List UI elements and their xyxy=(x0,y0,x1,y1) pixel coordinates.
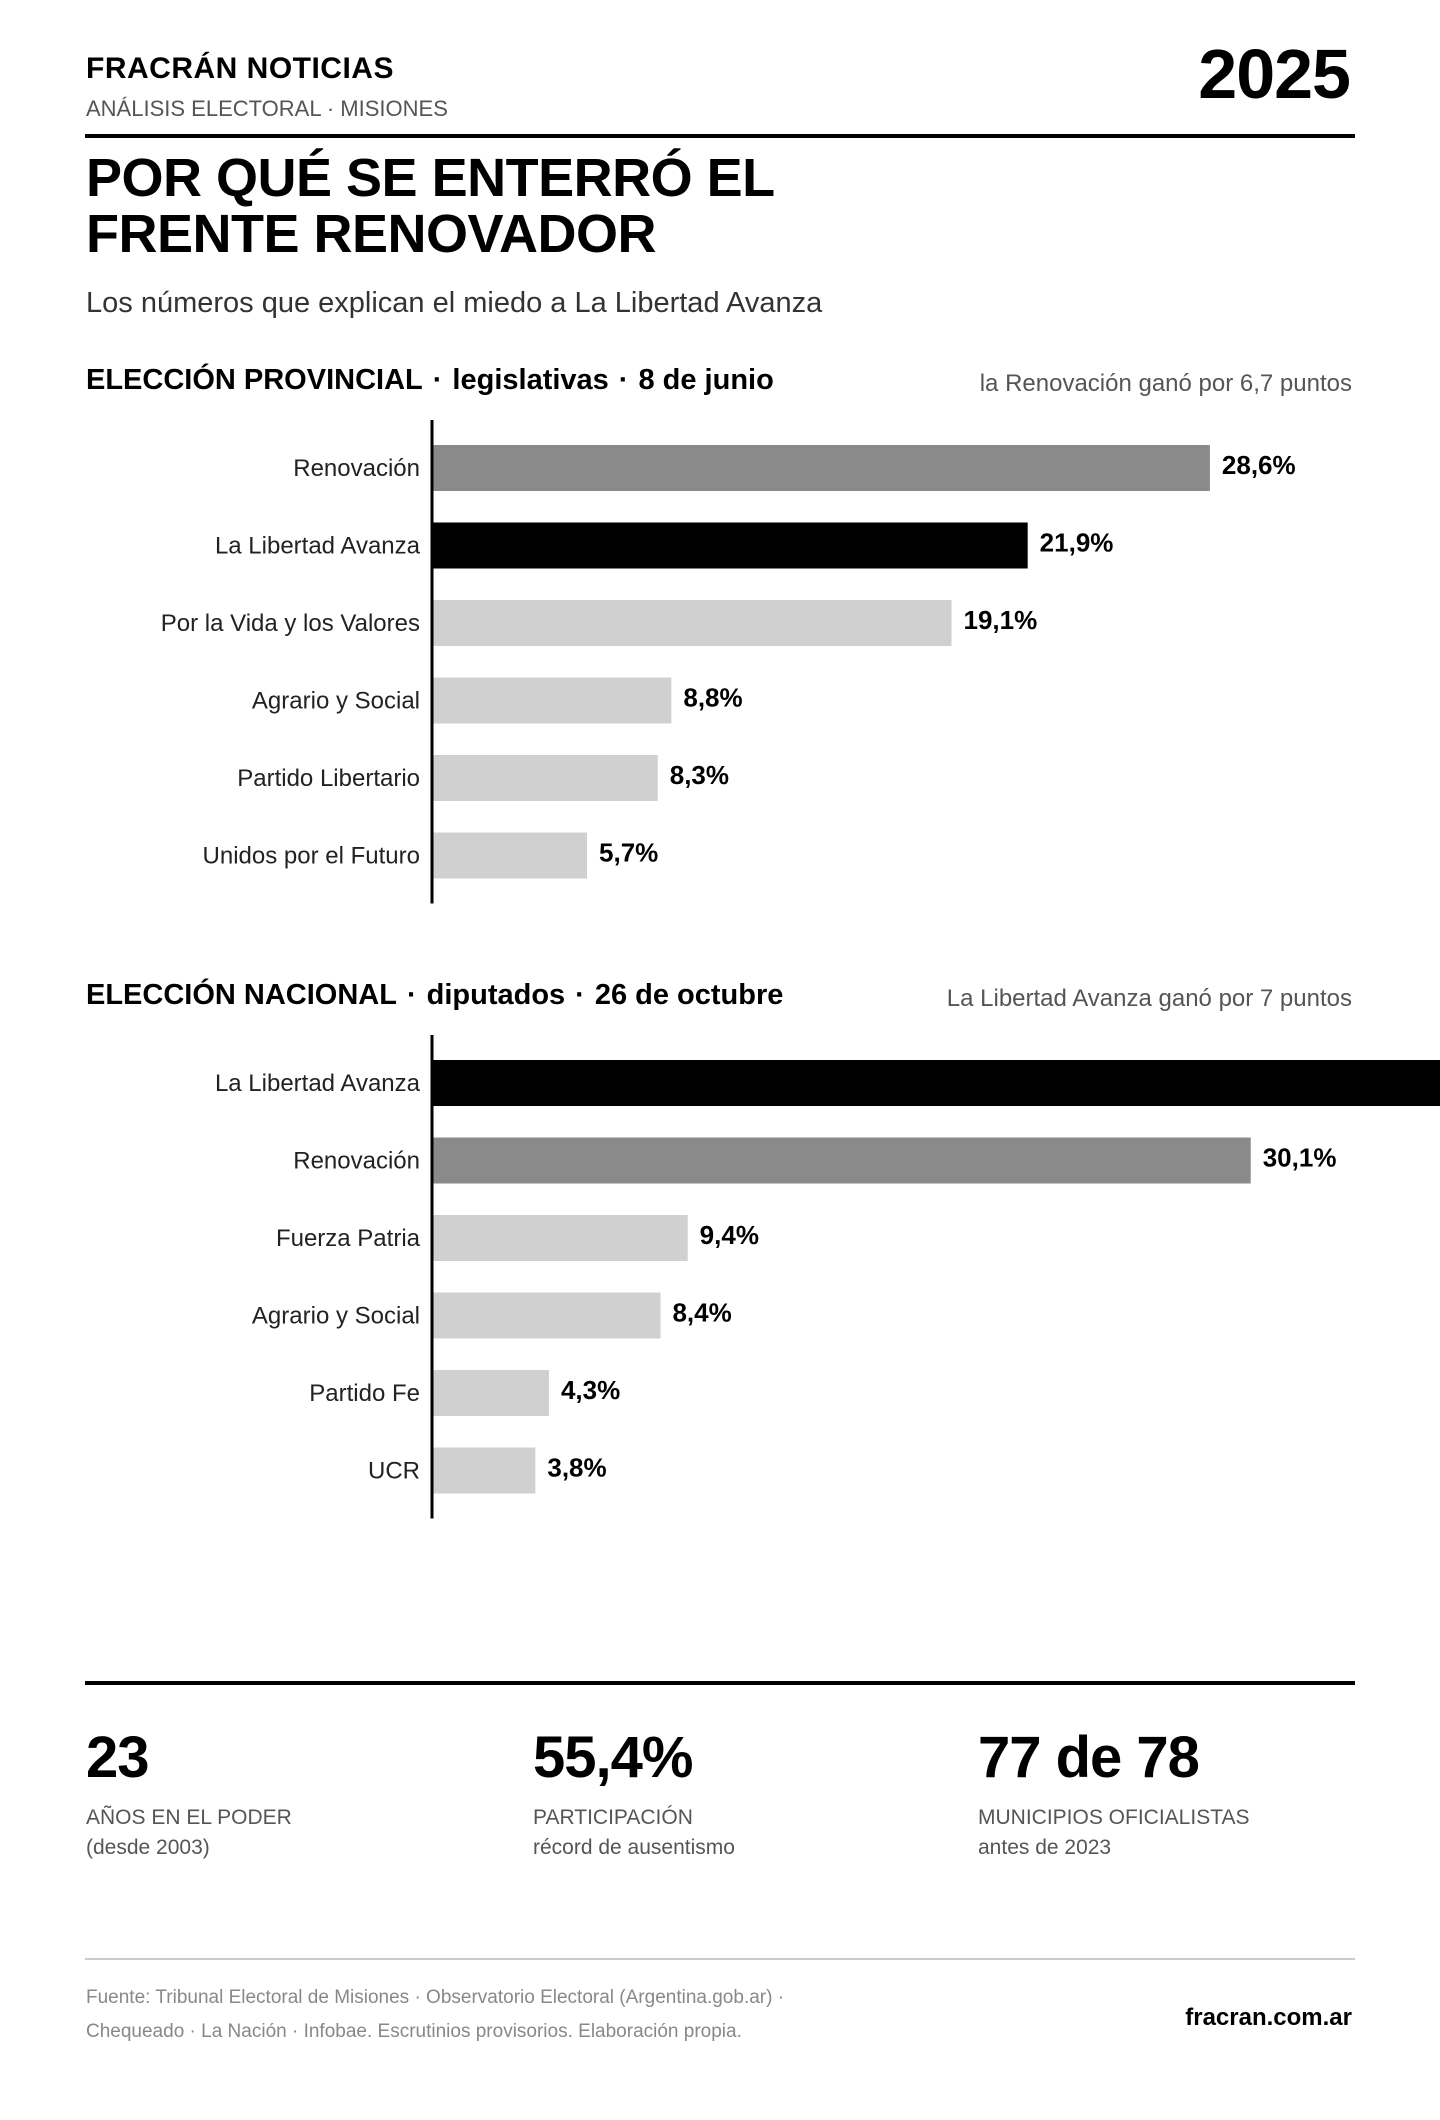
category-label-por-la-vida-y-los-valores: Por la Vida y los Valores xyxy=(160,610,420,637)
bar-agrario-y-social xyxy=(432,678,671,724)
category-label-renovacion: Renovación xyxy=(293,455,420,482)
chart-2-note: La Libertad Avanza ganó por 7 puntos xyxy=(946,985,1352,1012)
stat-years-value: 23 xyxy=(86,1725,149,1790)
stat-municipalities-sub: antes de 2023 xyxy=(978,1836,1112,1859)
chart-1-heading-date: 8 de junio xyxy=(638,364,774,396)
value-label-fuerza-patria: 9,4% xyxy=(699,1220,759,1250)
chart-1-heading: ELECCIÓN PROVINCIAL · legislativas · 8 de junio xyxy=(86,364,774,396)
category-label-partido-fe: Partido Fe xyxy=(309,1380,420,1407)
source-line-2: Chequeado · La Nación · Infobae. Escrutinios provisorios. Elaboración propia. xyxy=(86,2021,742,2042)
category-label-la-libertad-avanza: La Libertad Avanza xyxy=(214,1070,420,1097)
provincial-bar-chart xyxy=(0,420,1440,900)
page-title xyxy=(86,150,986,262)
stat-municipalities-value: 77 de 78 xyxy=(978,1725,1199,1790)
national-bar-chart xyxy=(0,1035,1440,1515)
header-rule xyxy=(85,134,1355,138)
bar-renovacion xyxy=(432,1138,1251,1184)
stats-rule xyxy=(85,1681,1355,1685)
value-label-agrario-y-social: 8,8% xyxy=(683,682,743,713)
year-label: 2025 xyxy=(1198,35,1350,113)
stat-participation xyxy=(533,1724,735,1863)
chart-1-heading-main: ELECCIÓN PROVINCIAL xyxy=(86,364,423,396)
category-label-unidos-por-el-futuro: Unidos por el Futuro xyxy=(202,842,420,870)
stat-participation-sub: récord de ausentismo xyxy=(533,1836,735,1859)
chart-2-heading-type: diputados xyxy=(426,979,566,1011)
bar-unidos-por-el-futuro xyxy=(432,833,587,879)
brand-name: FRACRÁN NOTICIAS xyxy=(86,52,394,85)
stat-years-label: AÑOS EN EL PODER xyxy=(86,1806,292,1829)
stat-municipalities xyxy=(978,1724,1249,1863)
title-line-1: POR QUÉ SE ENTERRÓ EL xyxy=(86,148,775,208)
page-subtitle: Los números que explican el miedo a La Libertad Avanza xyxy=(86,287,823,319)
site-link[interactable]: fracran.com.ar xyxy=(1185,2004,1352,2031)
chart-2-heading-main: ELECCIÓN NACIONAL xyxy=(86,979,397,1011)
value-label-agrario-y-social: 8,4% xyxy=(672,1297,732,1328)
title-line-2: FRENTE RENOVADOR xyxy=(86,204,657,264)
value-label-renovacion: 28,6% xyxy=(1221,450,1296,480)
value-label-partido-libertario: 8,3% xyxy=(669,760,730,790)
value-label-por-la-vida-y-los-valores: 19,1% xyxy=(963,605,1038,635)
bar-renovacion xyxy=(432,445,1210,491)
bar-agrario-y-social xyxy=(432,1293,660,1339)
stat-years xyxy=(86,1724,292,1863)
value-label-ucr: 3,8% xyxy=(547,1452,607,1483)
category-label-agrario-y-social: Agrario y Social xyxy=(251,1302,420,1330)
value-label-la-libertad-avanza: 21,9% xyxy=(1039,527,1114,558)
chart-2-heading-date: 26 de octubre xyxy=(594,979,784,1011)
bar-por-la-vida-y-los-valores xyxy=(432,600,952,646)
category-label-agrario-y-social: Agrario y Social xyxy=(251,687,420,715)
chart-1-note: la Renovación ganó por 6,7 puntos xyxy=(979,370,1352,397)
stat-municipalities-label: MUNICIPIOS OFICIALISTAS xyxy=(978,1806,1250,1829)
category-label-ucr: UCR xyxy=(368,1457,420,1485)
category-label-la-libertad-avanza: La Libertad Avanza xyxy=(214,532,420,560)
source-line-1: Fuente: Tribunal Electoral de Misiones · Observatorio Electoral (Argentina.gob.ar) · xyxy=(86,1987,785,2008)
category-label-fuerza-patria: Fuerza Patria xyxy=(275,1225,420,1252)
category-label-partido-libertario: Partido Libertario xyxy=(237,765,420,792)
bar-la-libertad-avanza xyxy=(432,1060,1440,1106)
stat-participation-value: 55,4% xyxy=(533,1725,693,1790)
value-label-renovacion: 30,1% xyxy=(1262,1142,1337,1173)
bar-partido-libertario xyxy=(432,755,658,801)
value-label-partido-fe: 4,3% xyxy=(560,1375,621,1405)
category-label-renovacion: Renovación xyxy=(293,1147,420,1175)
footer-rule xyxy=(85,1958,1355,1960)
bar-ucr xyxy=(432,1448,535,1494)
bar-fuerza-patria xyxy=(432,1215,688,1261)
stat-participation-label: PARTICIPACIÓN xyxy=(533,1806,693,1829)
chart-1-heading-type: legislativas xyxy=(452,364,609,396)
value-label-unidos-por-el-futuro: 5,7% xyxy=(599,837,659,868)
section-label: ANÁLISIS ELECTORAL · MISIONES xyxy=(86,96,448,121)
stat-years-sub: (desde 2003) xyxy=(86,1836,210,1859)
chart-2-heading: ELECCIÓN NACIONAL · diputados · 26 de octubre xyxy=(86,979,784,1011)
bar-la-libertad-avanza xyxy=(432,523,1028,569)
bar-partido-fe xyxy=(432,1370,549,1416)
